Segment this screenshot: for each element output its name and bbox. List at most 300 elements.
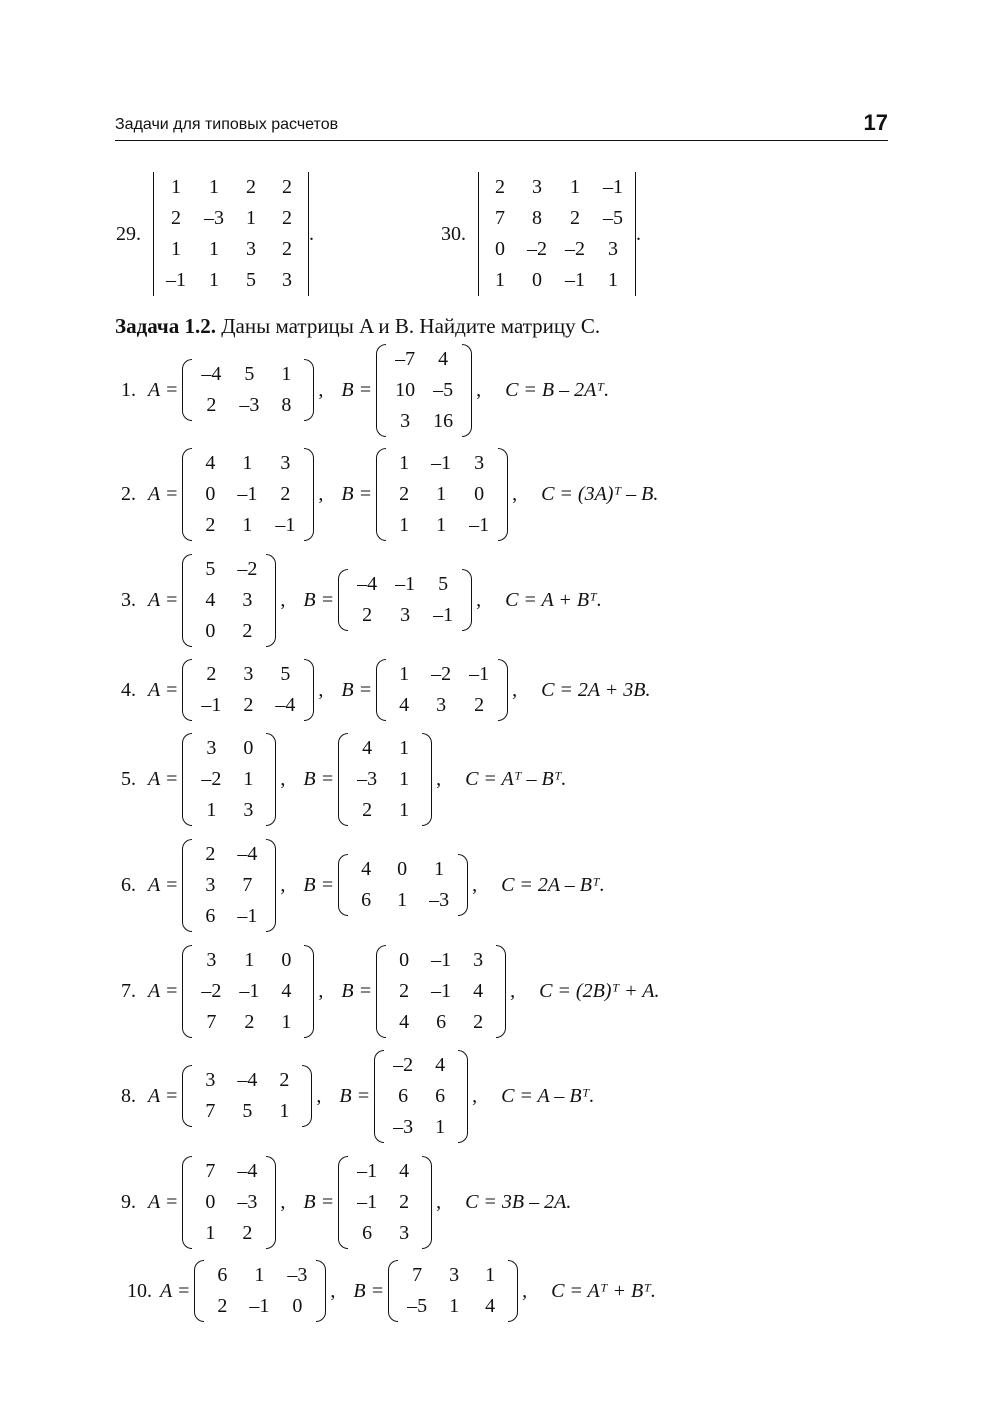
matrix-row bbox=[482, 265, 632, 296]
problem-item bbox=[110, 448, 658, 541]
left-bracket bbox=[376, 344, 386, 437]
matrix-cell: –3 bbox=[429, 889, 450, 911]
matrix-cell: 6 bbox=[436, 1010, 447, 1033]
right-bracket bbox=[304, 659, 314, 721]
matrix-row bbox=[192, 945, 304, 976]
matrix-cell: 3 bbox=[243, 663, 254, 685]
matrix-cell: 5 bbox=[242, 1100, 253, 1122]
left-bracket bbox=[182, 839, 192, 932]
formula-c: C = (2B)ᵀ + A. bbox=[539, 979, 660, 1002]
comma: , bbox=[512, 482, 518, 505]
matrix-cell: 1 bbox=[608, 269, 618, 291]
matrix-cell: 2 bbox=[246, 176, 256, 198]
matrix-cell: 3 bbox=[532, 176, 542, 198]
left-bracket bbox=[376, 659, 386, 721]
matrix-cell: 1 bbox=[399, 513, 410, 536]
matrix-cell: 7 bbox=[495, 207, 505, 229]
matrix-a bbox=[182, 359, 314, 421]
matrix-a-label: A = bbox=[148, 873, 179, 896]
matrix-b-label: B = bbox=[341, 482, 373, 505]
matrix-cell: 4 bbox=[205, 588, 216, 611]
matrix-cell: 1 bbox=[206, 798, 217, 821]
matrix-cell: –1 bbox=[565, 269, 585, 291]
matrix-row bbox=[204, 1291, 316, 1322]
matrix-cell: –3 bbox=[357, 767, 378, 790]
matrix-cell: 2 bbox=[399, 979, 410, 1002]
matrix-row bbox=[192, 1065, 302, 1096]
matrix-grid bbox=[192, 359, 304, 421]
matrix-row bbox=[192, 448, 304, 479]
matrix-grid bbox=[192, 659, 304, 721]
matrix-cell: –1 bbox=[166, 269, 186, 291]
matrix-b bbox=[338, 1156, 432, 1249]
matrix-cell: 3 bbox=[449, 1264, 460, 1286]
right-bracket bbox=[498, 448, 508, 541]
matrix-cell: –1 bbox=[357, 1190, 378, 1213]
matrix-cell: 1 bbox=[570, 176, 580, 198]
comma: , bbox=[280, 1190, 286, 1213]
matrix-b-label: B = bbox=[339, 1084, 371, 1107]
matrix-cell: 1 bbox=[242, 451, 253, 474]
matrix-cell: 2 bbox=[282, 238, 292, 260]
matrix-b bbox=[338, 854, 468, 916]
task-text: Даны матрицы A и B. Найдите матрицу C. bbox=[221, 314, 601, 338]
comma: , bbox=[280, 873, 286, 896]
matrix-cell: 2 bbox=[495, 176, 505, 198]
problem-item bbox=[110, 733, 566, 826]
problem-item bbox=[110, 659, 650, 721]
matrix-cell: –4 bbox=[237, 842, 258, 865]
matrix-cell: –5 bbox=[407, 1295, 428, 1317]
comma: , bbox=[512, 678, 518, 701]
matrix-cell: 2 bbox=[280, 482, 291, 505]
matrix-cell: –4 bbox=[237, 1069, 258, 1091]
determinant bbox=[153, 172, 309, 296]
matrix-cell: 2 bbox=[243, 694, 254, 716]
matrix-row bbox=[192, 795, 266, 826]
matrix-row bbox=[204, 1260, 316, 1291]
left-bracket bbox=[182, 359, 192, 421]
comma: , bbox=[318, 482, 324, 505]
matrix-cell: 2 bbox=[399, 1190, 410, 1213]
problem-item bbox=[110, 1156, 571, 1249]
right-bracket bbox=[304, 945, 314, 1038]
matrix-cell: 6 bbox=[205, 904, 216, 927]
matrix-grid bbox=[348, 733, 422, 826]
matrix-cell: 1 bbox=[243, 767, 254, 790]
left-bracket bbox=[182, 945, 192, 1038]
task-label: Задача 1.2. bbox=[115, 314, 216, 338]
left-bracket bbox=[182, 554, 192, 647]
matrix-row bbox=[386, 659, 498, 690]
matrix-cell: 4 bbox=[438, 347, 449, 370]
problem-item bbox=[110, 1260, 656, 1322]
matrix-row bbox=[398, 1291, 508, 1322]
matrix-cell: –4 bbox=[275, 694, 296, 716]
matrix-row bbox=[348, 885, 458, 916]
matrix-cell: 2 bbox=[242, 1221, 253, 1244]
matrix-cell: 3 bbox=[608, 238, 618, 260]
comma: , bbox=[330, 1279, 336, 1302]
matrix-cell: 2 bbox=[205, 842, 216, 865]
matrix-cell: 3 bbox=[474, 451, 485, 474]
matrix-cell: 2 bbox=[244, 1010, 255, 1033]
right-bracket bbox=[266, 839, 276, 932]
matrix-b bbox=[374, 1050, 468, 1143]
matrix-cell: 3 bbox=[206, 736, 217, 759]
matrix-cell: 1 bbox=[246, 207, 256, 229]
matrix-cell: –2 bbox=[237, 557, 258, 580]
matrix-cell: 4 bbox=[361, 858, 372, 880]
matrix-cell: 7 bbox=[205, 1100, 216, 1122]
matrix-cell: 0 bbox=[243, 736, 254, 759]
matrix-cell: –1 bbox=[431, 979, 452, 1002]
matrix-cell: –1 bbox=[357, 1159, 378, 1182]
matrix-row bbox=[192, 976, 304, 1007]
matrix-cell: 1 bbox=[209, 238, 219, 260]
matrix-cell: 0 bbox=[205, 482, 216, 505]
item-number: 10. bbox=[127, 1279, 152, 1302]
matrix-cell: 1 bbox=[399, 451, 410, 474]
matrix-cell: –1 bbox=[603, 176, 623, 198]
matrix-row bbox=[398, 1260, 508, 1291]
left-bracket bbox=[338, 1156, 348, 1249]
matrix-cell: 2 bbox=[473, 1010, 484, 1033]
formula-c: C = Aᵀ + Bᵀ. bbox=[551, 1279, 656, 1302]
right-bracket bbox=[304, 359, 314, 421]
trailing-period: . bbox=[309, 222, 314, 245]
matrix-cell: 1 bbox=[281, 1010, 292, 1033]
item-number: 9. bbox=[121, 1190, 136, 1213]
matrix-row bbox=[384, 1081, 458, 1112]
matrix-b bbox=[376, 945, 506, 1038]
matrix-cell: 2 bbox=[217, 1295, 228, 1317]
matrix-cell: 7 bbox=[206, 1010, 217, 1033]
left-bracket bbox=[182, 1156, 192, 1249]
right-bracket bbox=[266, 733, 276, 826]
left-bracket bbox=[376, 448, 386, 541]
matrix-cell: 4 bbox=[485, 1295, 496, 1317]
matrix-cell: –5 bbox=[433, 378, 454, 401]
matrix-cell: 2 bbox=[282, 207, 292, 229]
matrix-grid bbox=[192, 554, 266, 647]
running-title: Задачи для типовых расчетов bbox=[115, 116, 339, 133]
matrix-cell: –7 bbox=[395, 347, 416, 370]
matrix-row bbox=[348, 1218, 422, 1249]
matrix-cell: 6 bbox=[361, 889, 372, 911]
matrix-b-label: B = bbox=[341, 378, 373, 401]
matrix-row bbox=[192, 1218, 266, 1249]
matrix-cell: 1 bbox=[436, 513, 447, 536]
comma: , bbox=[472, 873, 478, 896]
matrix-cell: –5 bbox=[603, 207, 623, 229]
matrix-cell: 0 bbox=[495, 238, 505, 260]
matrix-cell: –1 bbox=[201, 694, 222, 716]
matrix-row bbox=[386, 344, 462, 375]
matrix-row bbox=[348, 569, 462, 600]
matrix-a bbox=[182, 448, 314, 541]
matrix-row bbox=[192, 479, 304, 510]
matrix-cell: 1 bbox=[397, 889, 408, 911]
right-bracket bbox=[462, 344, 472, 437]
matrix-grid bbox=[386, 344, 462, 437]
matrix-b-label: B = bbox=[353, 1279, 385, 1302]
left-bracket bbox=[182, 659, 192, 721]
matrix-a bbox=[182, 839, 276, 932]
matrix-cell: 4 bbox=[205, 451, 216, 474]
matrix-row bbox=[192, 764, 266, 795]
matrix-a bbox=[182, 733, 276, 826]
matrix-cell: –1 bbox=[431, 948, 452, 971]
matrix-cell: 6 bbox=[362, 1221, 373, 1244]
matrix-grid bbox=[192, 1156, 266, 1249]
item-number: 4. bbox=[121, 678, 136, 701]
matrix-a-label: A = bbox=[160, 1279, 191, 1302]
matrix-grid bbox=[192, 945, 304, 1038]
matrix-row bbox=[384, 1050, 458, 1081]
item-number: 29. bbox=[116, 222, 141, 245]
matrix-b-label: B = bbox=[303, 873, 335, 896]
matrix-row bbox=[386, 976, 496, 1007]
right-bracket bbox=[422, 1156, 432, 1249]
matrix-grid bbox=[386, 659, 498, 721]
matrix-row bbox=[157, 203, 305, 234]
item-number: 1. bbox=[121, 378, 136, 401]
matrix-row bbox=[157, 234, 305, 265]
matrix-cell: –3 bbox=[204, 207, 224, 229]
matrix-cell: 0 bbox=[205, 1190, 216, 1213]
matrix-row bbox=[482, 172, 632, 203]
matrix-cell: 2 bbox=[279, 1069, 290, 1091]
item-number: 30. bbox=[441, 222, 466, 245]
matrix-cell: 1 bbox=[244, 948, 255, 971]
matrix-cell: 1 bbox=[281, 363, 292, 385]
matrix-row bbox=[348, 733, 422, 764]
matrix-cell: –4 bbox=[237, 1159, 258, 1182]
matrix-cell: 0 bbox=[397, 858, 408, 880]
right-bracket bbox=[462, 569, 472, 631]
matrix-a-label: A = bbox=[148, 979, 179, 1002]
matrix-cell: 3 bbox=[399, 1221, 410, 1244]
matrix-b bbox=[338, 733, 432, 826]
matrix-a bbox=[182, 1065, 312, 1127]
comma: , bbox=[318, 979, 324, 1002]
comma: , bbox=[510, 979, 516, 1002]
matrix-cell: 1 bbox=[434, 858, 445, 880]
matrix-b bbox=[376, 344, 472, 437]
matrix-row bbox=[386, 479, 498, 510]
right-bracket bbox=[304, 448, 314, 541]
matrix-grid bbox=[384, 1050, 458, 1143]
matrix-row bbox=[386, 375, 462, 406]
matrix-cell: 1 bbox=[436, 482, 447, 505]
determinant-item bbox=[115, 172, 314, 296]
matrix-cell: –2 bbox=[431, 663, 452, 685]
matrix-cell: 3 bbox=[242, 588, 253, 611]
matrix-cell: 3 bbox=[243, 798, 254, 821]
trailing-period: . bbox=[636, 222, 641, 245]
matrix-cell: 7 bbox=[242, 873, 253, 896]
problem-item bbox=[110, 945, 660, 1038]
matrix-row bbox=[348, 854, 458, 885]
matrix-grid bbox=[348, 854, 458, 916]
matrix-cell: 1 bbox=[242, 513, 253, 536]
determinant-item bbox=[440, 172, 641, 296]
right-bracket bbox=[422, 733, 432, 826]
problem-item bbox=[110, 554, 602, 647]
matrix-cell: 0 bbox=[281, 948, 292, 971]
matrix-grid bbox=[386, 448, 498, 541]
matrix-grid bbox=[192, 1065, 302, 1127]
matrix-row bbox=[386, 406, 462, 437]
left-bracket bbox=[182, 1065, 192, 1127]
right-bracket bbox=[266, 554, 276, 647]
matrix-row bbox=[348, 764, 422, 795]
left-bracket bbox=[338, 733, 348, 826]
matrix-cell: 5 bbox=[244, 363, 255, 385]
matrix-cell: 4 bbox=[399, 1010, 410, 1033]
matrix-cell: 1 bbox=[205, 1221, 216, 1244]
matrix-cell: –3 bbox=[239, 394, 260, 416]
left-bracket bbox=[338, 854, 348, 916]
matrix-grid bbox=[192, 448, 304, 541]
formula-c: C = (3A)ᵀ – B. bbox=[541, 482, 659, 505]
matrix-cell: 1 bbox=[435, 1115, 446, 1138]
matrix-cell: –3 bbox=[237, 1190, 258, 1213]
matrix-cell: 0 bbox=[205, 619, 216, 642]
right-bracket bbox=[458, 1050, 468, 1143]
matrix-row bbox=[157, 265, 305, 296]
matrix-row bbox=[192, 839, 266, 870]
left-bracket bbox=[338, 569, 348, 631]
matrix-row bbox=[384, 1112, 458, 1143]
matrix-cell: –1 bbox=[469, 513, 490, 536]
matrix-cell: 3 bbox=[246, 238, 256, 260]
matrix-row bbox=[192, 585, 266, 616]
matrix-row bbox=[386, 510, 498, 541]
matrix-cell: –2 bbox=[393, 1053, 414, 1076]
right-bracket bbox=[496, 945, 506, 1038]
matrix-b bbox=[376, 659, 508, 721]
matrix-row bbox=[192, 616, 266, 647]
comma: , bbox=[280, 767, 286, 790]
matrix-row bbox=[386, 1007, 496, 1038]
comma: , bbox=[476, 378, 482, 401]
matrix-grid bbox=[192, 733, 266, 826]
matrix-row bbox=[157, 172, 305, 203]
matrix-a-label: A = bbox=[148, 482, 179, 505]
left-bracket bbox=[374, 1050, 384, 1143]
left-bracket bbox=[182, 448, 192, 541]
matrix-b bbox=[388, 1260, 518, 1322]
matrix-cell: 2 bbox=[362, 604, 373, 626]
matrix-cell: 1 bbox=[485, 1264, 496, 1286]
matrix-row bbox=[192, 1007, 304, 1038]
matrix-row bbox=[348, 795, 422, 826]
matrix-cell: 2 bbox=[242, 619, 253, 642]
matrix-b-label: B = bbox=[303, 1190, 335, 1213]
matrix-cell: 10 bbox=[395, 378, 416, 401]
item-number: 8. bbox=[121, 1084, 136, 1107]
matrix-cell: –1 bbox=[239, 979, 260, 1002]
matrix-cell: –1 bbox=[249, 1295, 270, 1317]
matrix-grid bbox=[348, 569, 462, 631]
matrix-cell: 0 bbox=[474, 482, 485, 505]
matrix-cell: 4 bbox=[399, 1159, 410, 1182]
matrix-cell: –3 bbox=[393, 1115, 414, 1138]
matrix-b bbox=[376, 448, 508, 541]
matrix-grid bbox=[204, 1260, 316, 1322]
matrix-row bbox=[348, 1187, 422, 1218]
matrix-row bbox=[348, 1156, 422, 1187]
matrix-cell: 1 bbox=[399, 663, 410, 685]
matrix-a bbox=[182, 945, 314, 1038]
page-header bbox=[115, 108, 888, 141]
matrix-row bbox=[192, 690, 304, 721]
item-number: 7. bbox=[121, 979, 136, 1002]
right-bracket bbox=[498, 659, 508, 721]
matrix-a-label: A = bbox=[148, 678, 179, 701]
matrix-cell: 5 bbox=[205, 557, 216, 580]
matrix-cell: –1 bbox=[433, 604, 454, 626]
matrix-cell: 7 bbox=[412, 1264, 423, 1286]
matrix-cell: 2 bbox=[171, 207, 181, 229]
matrix-row bbox=[192, 1187, 266, 1218]
right-bracket bbox=[266, 1156, 276, 1249]
matrix-cell: –1 bbox=[237, 904, 258, 927]
matrix-cell: 3 bbox=[206, 948, 217, 971]
matrix-cell: 2 bbox=[282, 176, 292, 198]
matrix-grid bbox=[482, 172, 632, 296]
comma: , bbox=[436, 1190, 442, 1213]
matrix-cell: 3 bbox=[400, 409, 411, 432]
matrix-cell: 1 bbox=[209, 269, 219, 291]
matrix-cell: 1 bbox=[254, 1264, 265, 1286]
matrix-row bbox=[386, 448, 498, 479]
left-bracket bbox=[194, 1260, 204, 1322]
matrix-cell: 8 bbox=[532, 207, 542, 229]
matrix-cell: 5 bbox=[438, 573, 449, 595]
matrix-row bbox=[192, 510, 304, 541]
matrix-cell: 2 bbox=[205, 513, 216, 536]
comma: , bbox=[472, 1084, 478, 1107]
matrix-cell: 2 bbox=[399, 482, 410, 505]
matrix-a-label: A = bbox=[148, 1190, 179, 1213]
matrix-a bbox=[194, 1260, 326, 1322]
matrix-cell: 4 bbox=[399, 694, 410, 716]
matrix-b-label: B = bbox=[303, 588, 335, 611]
matrix-cell: 1 bbox=[171, 238, 181, 260]
matrix-cell: 6 bbox=[398, 1084, 409, 1107]
matrix-cell: 8 bbox=[281, 394, 292, 416]
problem-item bbox=[110, 1050, 594, 1143]
matrix-cell: 5 bbox=[280, 663, 291, 685]
formula-c: C = Aᵀ – Bᵀ. bbox=[465, 767, 567, 790]
matrix-row bbox=[192, 733, 266, 764]
formula-c: C = B – 2Aᵀ. bbox=[505, 378, 610, 401]
left-bracket bbox=[182, 733, 192, 826]
matrix-cell: 3 bbox=[400, 604, 411, 626]
matrix-cell: –1 bbox=[275, 513, 296, 536]
matrix-cell: 4 bbox=[362, 736, 373, 759]
matrix-row bbox=[192, 390, 304, 421]
matrix-row bbox=[386, 945, 496, 976]
task-heading bbox=[115, 314, 600, 339]
matrix-cell: 7 bbox=[205, 1159, 216, 1182]
comma: , bbox=[316, 1084, 322, 1107]
formula-c: C = A – Bᵀ. bbox=[501, 1084, 595, 1107]
right-bracket bbox=[316, 1260, 326, 1322]
